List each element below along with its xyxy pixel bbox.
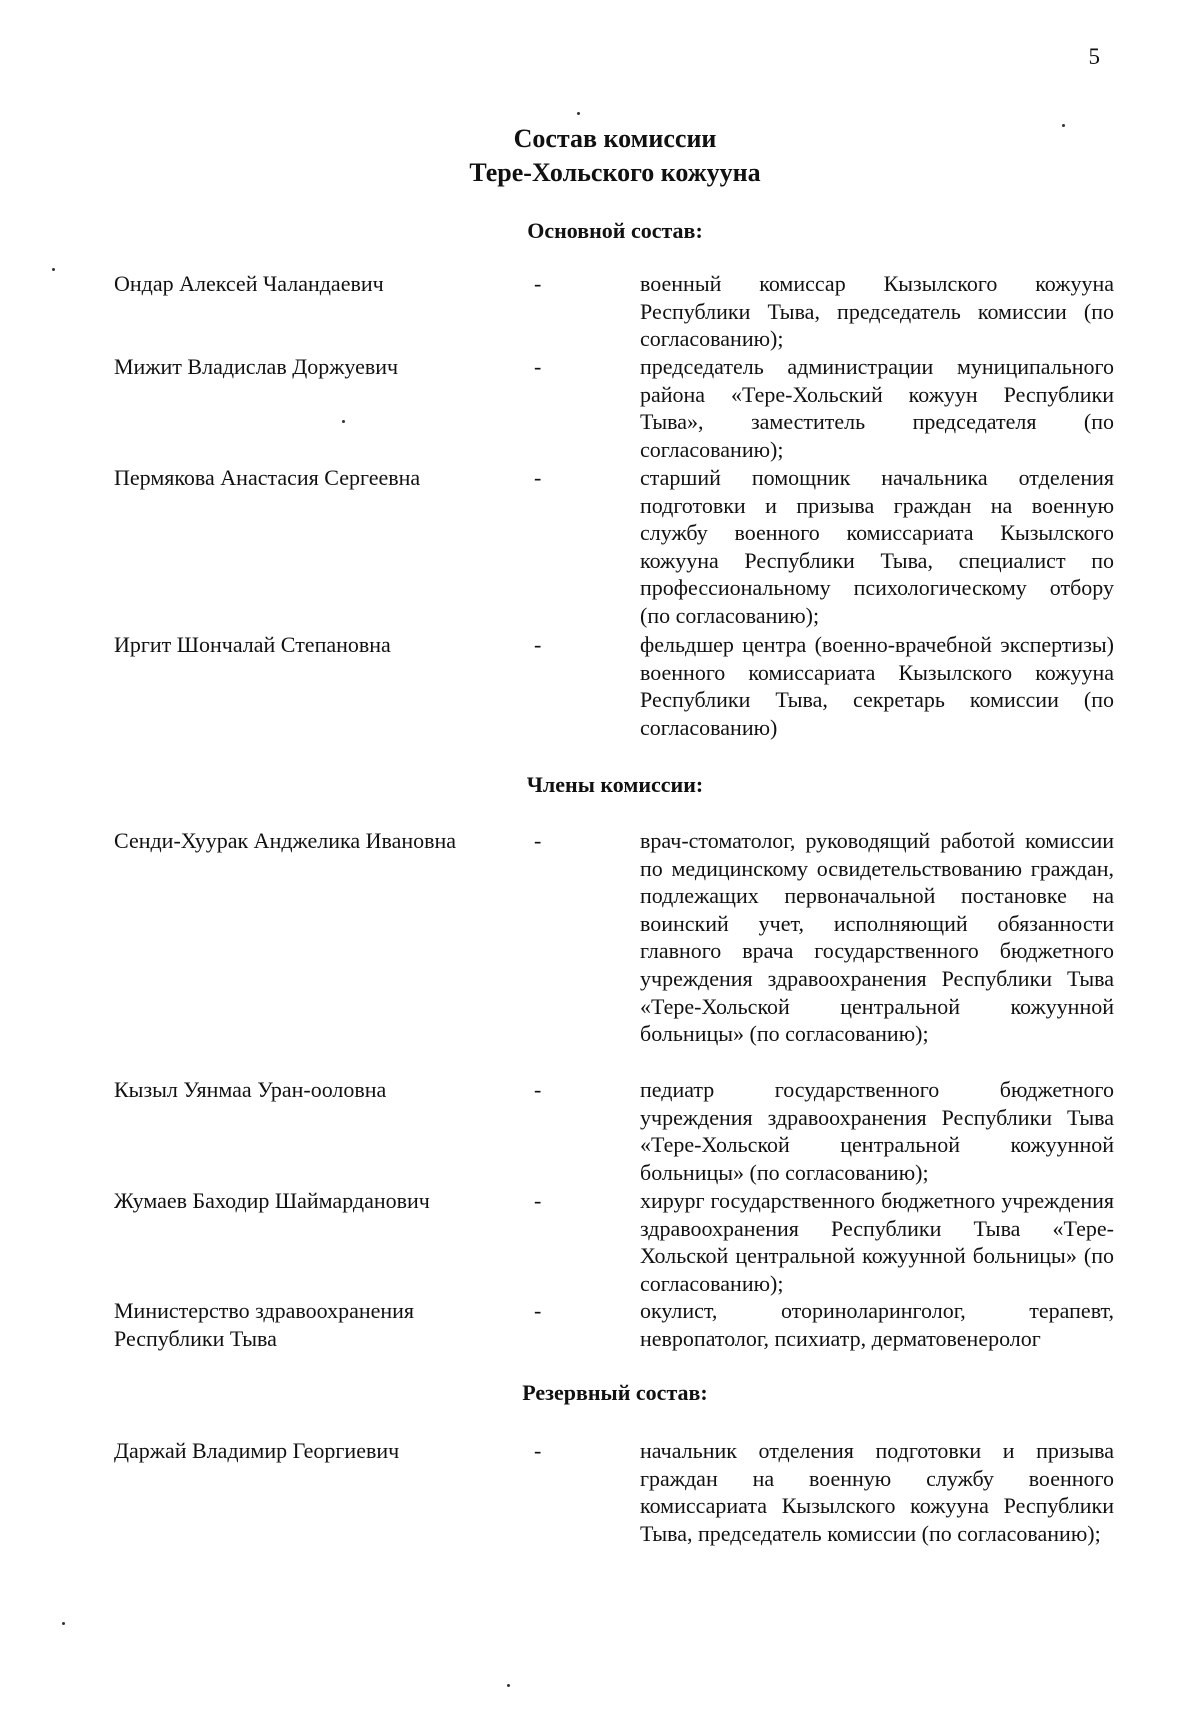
document-title <box>0 122 1200 190</box>
title-line-1: Состав комиссии <box>513 124 717 153</box>
member-role: врач-стоматолог, руководящий работой комиссии по медицинскому освидетельствованию граждан, подлежащих первоначальной постановке на воинский учет, исполняющий обязанности главного врача государственного бюджетного учреждения здравоохранения Республики Тыва «Тере-Хольской центральной кожуунной больницы» (по согласованию); <box>640 828 1114 1047</box>
scan-speck <box>577 112 580 115</box>
member-name: Министерство здравоохранения Республики Тыва <box>114 1298 415 1351</box>
member-name: Жумаев Баходир Шаймарданович <box>114 1188 430 1213</box>
member-role: хирург государственного бюджетного учреждения здравоохранения Республики Тыва «Тере-Хольской центральной кожуунной больницы» (по согласованию); <box>640 1188 1114 1296</box>
title-line-2: Тере-Хольского кожууна <box>469 158 761 187</box>
member-name: Ондар Алексей Чаландаевич <box>114 271 384 296</box>
member-dash: - <box>534 1077 542 1102</box>
member-name: Кызыл Уянмаа Уран-ооловна <box>114 1077 387 1102</box>
scan-speck <box>507 1684 510 1687</box>
member-dash: - <box>534 1298 542 1323</box>
member-role: начальник отделения подготовки и призыва граждан на военную службу военного комиссариата Кызылского кожууна Республики Тыва, председатель комиссии (по согласованию); <box>640 1438 1114 1546</box>
member-dash: - <box>534 828 542 853</box>
member-dash: - <box>534 465 542 490</box>
page-number: 5 <box>1088 44 1100 69</box>
section-heading-main: Основной состав: <box>527 218 703 243</box>
member-dash: - <box>534 354 542 379</box>
member-dash: - <box>534 632 542 657</box>
scan-speck <box>1062 124 1065 127</box>
member-dash: - <box>534 1188 542 1213</box>
member-name: Мижит Владислав Доржуевич <box>114 354 399 379</box>
member-role: военный комиссар Кызылского кожууна Республики Тыва, председатель комиссии (по согласованию); <box>640 271 1114 352</box>
scan-speck <box>62 1622 65 1625</box>
member-name: Сенди-Хуурак Анджелика Ивановна <box>114 828 457 853</box>
member-role: старший помощник начальника отделения подготовки и призыва граждан на военную службу военного комиссариата Кызылского кожууна Республики Тыва, специалист по профессиональному психологическому отбору (по согласованию); <box>640 465 1114 628</box>
scan-speck <box>52 268 55 271</box>
member-role: фельдшер центра (военно-врачебной экспертизы) военного комиссариата Кызылского кожууна Республики Тыва, секретарь комиссии (по согласованию) <box>640 632 1114 740</box>
section-heading-reserve: Резервный состав: <box>522 1380 708 1405</box>
scan-speck <box>342 420 345 423</box>
member-name: Пермякова Анастасия Сергеевна <box>114 465 421 490</box>
member-dash: - <box>534 271 542 296</box>
member-name: Иргит Шончалай Степановна <box>114 632 391 657</box>
member-role: педиатр государственного бюджетного учреждения здравоохранения Республики Тыва «Тере-Хольской центральной кожуунной больницы» (по согласованию); <box>640 1077 1114 1185</box>
section-heading-members: Члены комиссии: <box>526 772 704 797</box>
member-role: окулист, оториноларинголог, терапевт, невропатолог, психиатр, дерматовенеролог <box>640 1298 1114 1351</box>
member-role: председатель администрации муниципального района «Тере-Хольский кожуун Республики Тыва», заместитель председателя (по согласованию); <box>640 354 1114 462</box>
member-dash: - <box>534 1438 542 1463</box>
member-name: Даржай Владимир Георгиевич <box>114 1438 400 1463</box>
